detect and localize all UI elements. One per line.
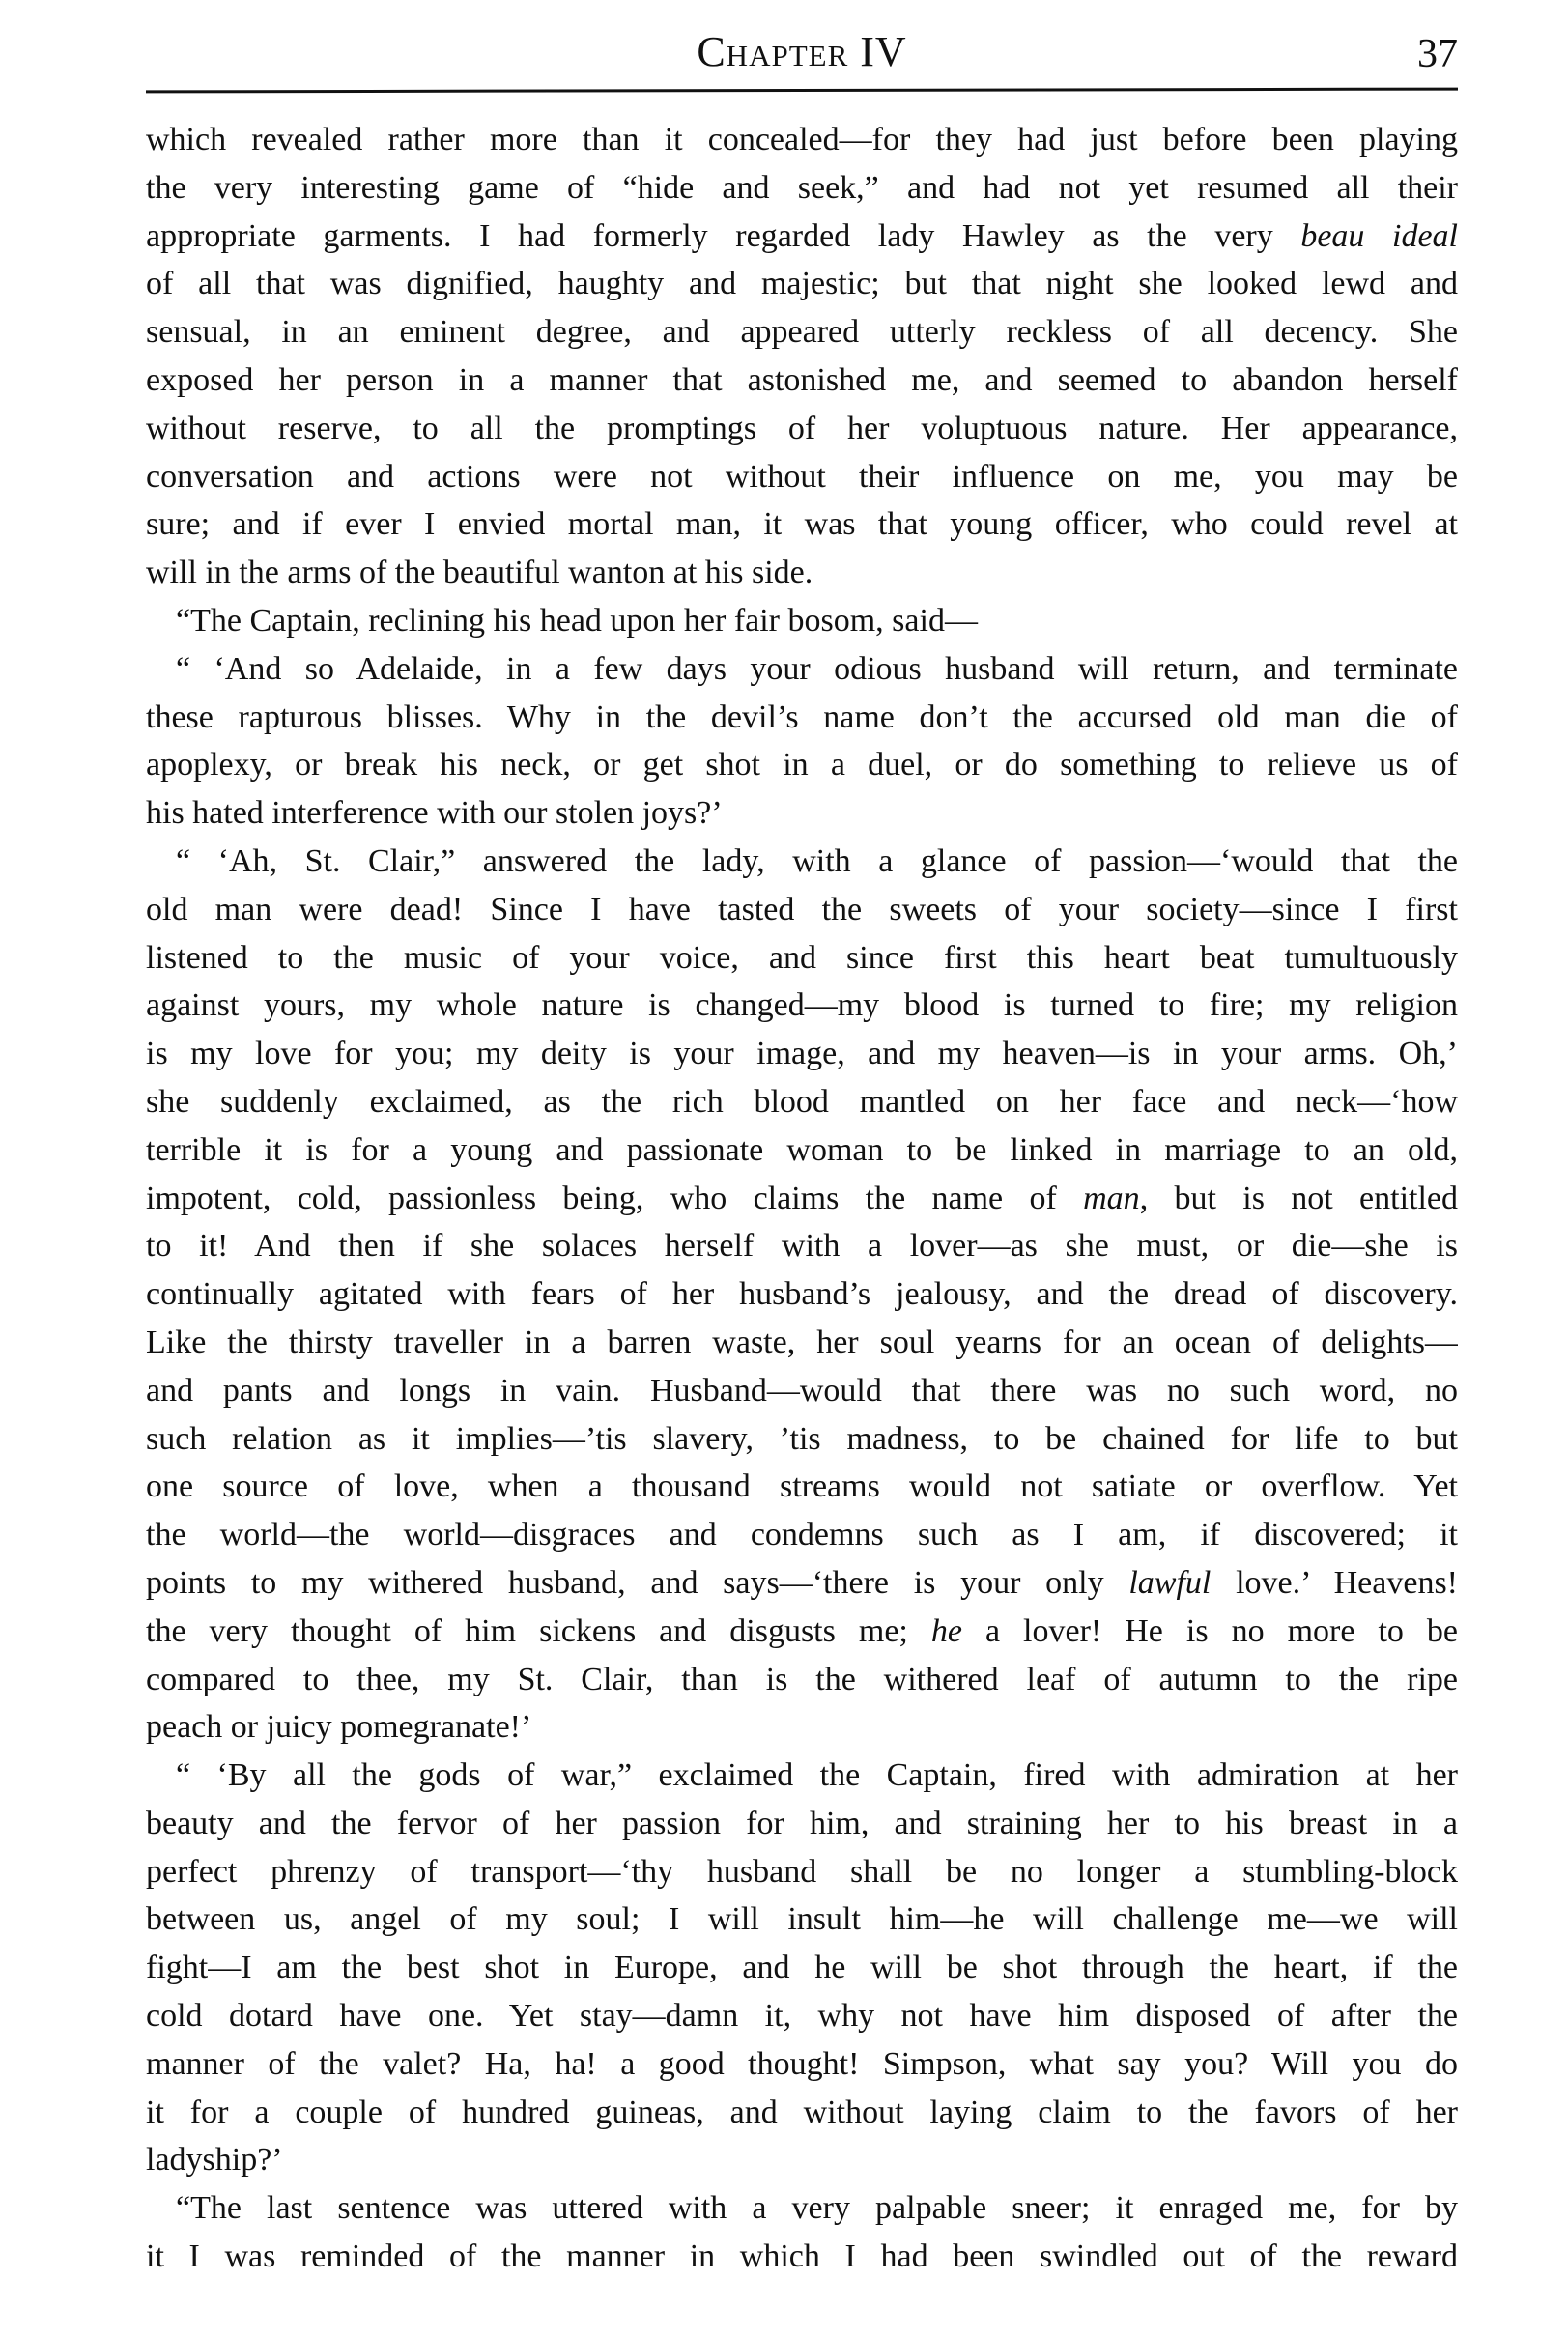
text-run: “The Captain, reclining his head upon her fair bosom, said— (176, 602, 978, 639)
running-title: Chapter IV (697, 28, 907, 75)
text-line (146, 549, 1458, 597)
text-line (146, 1415, 1458, 1464)
text-line (146, 934, 1458, 983)
text-run: she suddenly exclaimed, as the rich blood mantled on her face and neck—‘how (146, 1083, 1458, 1120)
text-line (146, 1848, 1458, 1896)
text-run: the very thought of him sickens and disgusts me; (146, 1612, 931, 1649)
text-line (146, 2089, 1458, 2137)
text-run: manner of the valet? Ha, ha! a good thought! Simpson, what say you? Will you do (146, 2045, 1458, 2082)
text-run: peach or juicy pomegranate!’ (146, 1709, 532, 1746)
text-line (146, 1559, 1458, 1608)
text-line (146, 597, 1458, 645)
text-run: will in the arms of the beautiful wanton at his side. (146, 555, 813, 591)
text-line (146, 453, 1458, 501)
text-line (146, 1270, 1458, 1319)
text-line (146, 1175, 1458, 1223)
text-run: one source of love, when a thousand streams would not satiate or overflow. Yet (146, 1468, 1458, 1505)
text-run: exposed her person in a manner that astonished me, and seemed to abandon herself (146, 361, 1458, 398)
text-line (146, 645, 1458, 694)
text-run: the very interesting game of “hide and seek,” and had not yet resumed all their (146, 169, 1458, 206)
text-run: it for a couple of hundred guineas, and without laying claim to the favors of her (146, 2094, 1458, 2130)
text-run: perfect phrenzy of transport—‘thy husband shall be no longer a stumbling-block (146, 1853, 1458, 1890)
text-run: cold dotard have one. Yet stay—damn it, why not have him disposed of after the (146, 1998, 1458, 2035)
text-run: old man were dead! Since I have tasted the sweets of your society—since I first (146, 891, 1458, 927)
text-line (146, 405, 1458, 453)
header-rule (146, 88, 1458, 94)
text-line (146, 694, 1458, 742)
text-run: “ ‘Ah, St. Clair,” answered the lady, with a glance of passion—‘would that the (176, 842, 1458, 879)
text-line (146, 1078, 1458, 1126)
text-run: between us, angel of my soul; I will insult him—he will challenge me—we will (146, 1901, 1458, 1938)
text-line (146, 356, 1458, 405)
text-run: love.’ Heavens! (1211, 1564, 1458, 1601)
text-run: appropriate garments. I had formerly regarded lady Hawley as the very (146, 217, 1301, 254)
text-run: a lover! He is no more to be (961, 1612, 1458, 1649)
text-run: beauty and the fervor of her passion for him, and straining her to his breast in a (146, 1805, 1458, 1841)
body-text (146, 116, 1458, 2281)
text-run: of all that was dignified, haughty and majestic; but that night she looked lewd and (146, 266, 1458, 302)
text-run: against yours, my whole nature is changed—my blood is turned to fire; my religion (146, 987, 1458, 1024)
text-run: it I was reminded of the manner in which I had been swindled out of the reward (146, 2238, 1458, 2275)
text-run: and pants and longs in vain. Husband—would that there was no such word, no (146, 1372, 1458, 1409)
text-run: sure; and if ever I envied mortal man, it was that young officer, who could revel at (146, 506, 1458, 543)
text-run: impotent, cold, passionless being, who claims the name of (146, 1180, 1084, 1216)
text-run: fight—I am the best shot in Europe, and he will be shot through the heart, if the (146, 1950, 1458, 1986)
text-line (146, 213, 1458, 261)
text-run: ladyship?’ (146, 2142, 283, 2179)
text-line (146, 116, 1458, 164)
text-run: “ ‘And so Adelaide, in a few days your odious husband will return, and terminate (176, 650, 1458, 687)
text-run: terrible it is for a young and passionate woman to be linked in marriage to an old, (146, 1131, 1458, 1168)
text-line (146, 2136, 1458, 2184)
text-line (146, 1222, 1458, 1270)
text-line (146, 2040, 1458, 2089)
text-line (146, 789, 1458, 838)
text-line (146, 1463, 1458, 1511)
text-line (146, 2233, 1458, 2281)
italic-text: he (930, 1612, 962, 1649)
text-run: “The last sentence was uttered with a very palpable sneer; it enraged me, for by (176, 2190, 1458, 2227)
text-line (146, 164, 1458, 213)
page-number: 37 (1417, 32, 1458, 76)
text-line (146, 308, 1458, 356)
text-line (146, 741, 1458, 789)
text-run: to it! And then if she solaces herself with a lover—as she must, or die—she is (146, 1228, 1458, 1265)
text-line (146, 500, 1458, 549)
text-run: Like the thirsty traveller in a barren waste, her soul yearns for an ocean of delights— (146, 1324, 1458, 1360)
text-run: which revealed rather more than it concealed—for they had just before been playing (146, 122, 1458, 157)
text-line (146, 1030, 1458, 1078)
text-line (146, 2184, 1458, 2233)
text-run: listened to the music of your voice, and since first this heart beat tumultuously (146, 939, 1458, 976)
text-run: apoplexy, or break his neck, or get shot in a duel, or do something to relieve us of (146, 747, 1458, 784)
text-line (146, 1511, 1458, 1559)
italic-text: man (1083, 1180, 1140, 1216)
text-run: , but is not entitled (1139, 1180, 1458, 1216)
text-run: conversation and actions were not without their influence on me, you may be (146, 458, 1458, 495)
text-line (146, 1319, 1458, 1367)
text-run: his hated interference with our stolen joys?’ (146, 795, 723, 832)
text-line (146, 838, 1458, 886)
text-run: these rapturous blisses. Why in the devil’s name don’t the accursed old man die of (146, 698, 1458, 735)
text-line (146, 982, 1458, 1030)
text-line (146, 260, 1458, 308)
text-line (146, 1944, 1458, 1992)
text-run: continually agitated with fears of her husband’s jealousy, and the dread of discovery. (146, 1276, 1458, 1313)
text-line (146, 1895, 1458, 1944)
text-line (146, 1656, 1458, 1704)
text-run: the world—the world—disgraces and condemns such as I am, if discovered; it (146, 1517, 1458, 1553)
text-line (146, 1608, 1458, 1656)
text-run: such relation as it implies—’tis slavery, ’tis madness, to be chained for life to but (146, 1420, 1458, 1457)
text-run: points to my withered husband, and says—‘there is your only (146, 1564, 1129, 1601)
text-run: is my love for you; my deity is your image, and my heaven—is in your arms. Oh,’ (146, 1036, 1458, 1072)
text-line (146, 886, 1458, 934)
text-run: “ ‘By all the gods of war,” exclaimed the Captain, fired with admiration at her (176, 1757, 1458, 1794)
text-run: without reserve, to all the promptings of her voluptuous nature. Her appearance, (146, 410, 1458, 446)
text-line (146, 1126, 1458, 1175)
text-line (146, 1367, 1458, 1415)
italic-text: lawful (1128, 1564, 1212, 1601)
italic-text: beau ideal (1300, 217, 1458, 254)
text-line (146, 1800, 1458, 1848)
text-run: compared to thee, my St. Clair, than is the withered leaf of autumn to the ripe (146, 1661, 1458, 1697)
text-line (146, 1992, 1458, 2040)
page-header (146, 27, 1458, 85)
text-line (146, 1752, 1458, 1800)
text-run: sensual, in an eminent degree, and appeared utterly reckless of all decency. She (146, 314, 1458, 351)
text-line (146, 1703, 1458, 1752)
